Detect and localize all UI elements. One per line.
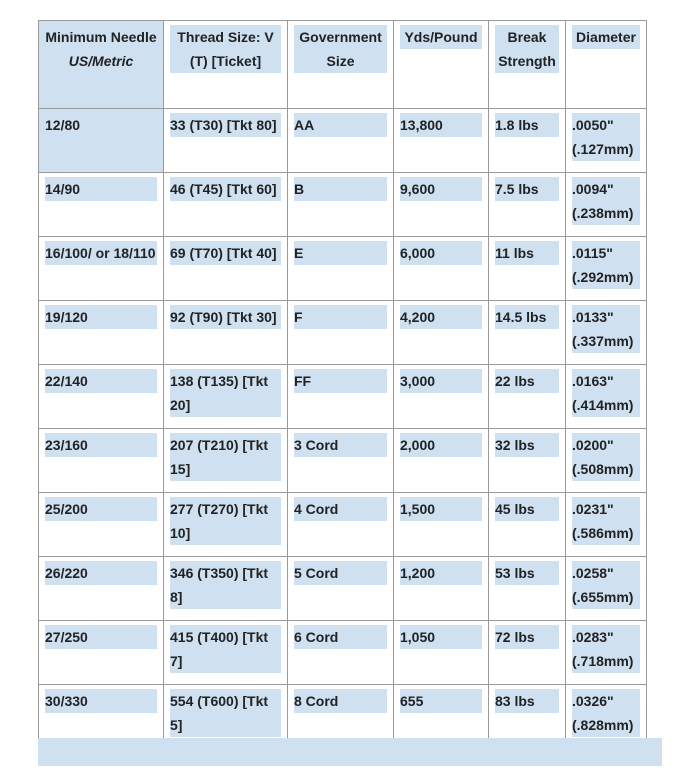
header-government-size xyxy=(288,21,394,109)
yds-pound-cell xyxy=(394,621,489,685)
cell-text: 22 lbs xyxy=(495,369,559,393)
table-row xyxy=(39,557,647,621)
thread-size-cell xyxy=(164,301,288,365)
cell-text: .0163" (.414mm) xyxy=(572,369,640,417)
header-minimum-needle xyxy=(39,21,164,109)
diameter-cell xyxy=(566,301,647,365)
break-strength-cell xyxy=(489,557,566,621)
yds-pound-cell xyxy=(394,301,489,365)
cell-text: 72 lbs xyxy=(495,625,559,649)
cell-text: 5 Cord xyxy=(294,561,387,585)
cell-text: 27/250 xyxy=(45,625,157,649)
needle-cell xyxy=(39,493,164,557)
cell-text: 30/330 xyxy=(45,689,157,713)
header-break-strength xyxy=(489,21,566,109)
header-label: Break Strength xyxy=(495,25,559,73)
government-size-cell xyxy=(288,621,394,685)
header-label: Thread Size: V (T) [Ticket] xyxy=(170,25,281,73)
break-strength-cell xyxy=(489,109,566,173)
table-row xyxy=(39,173,647,237)
cell-text: B xyxy=(294,177,387,201)
cell-text: 14/90 xyxy=(45,177,157,201)
break-strength-cell xyxy=(489,301,566,365)
footer-bar xyxy=(38,738,662,766)
diameter-cell xyxy=(566,365,647,429)
cell-text: 25/200 xyxy=(45,497,157,521)
cell-text: 53 lbs xyxy=(495,561,559,585)
cell-text: .0283" (.718mm) xyxy=(572,625,640,673)
cell-text: 1,050 xyxy=(400,625,482,649)
header-label: Government Size xyxy=(294,25,387,73)
government-size-cell xyxy=(288,365,394,429)
needle-cell xyxy=(39,365,164,429)
yds-pound-cell xyxy=(394,493,489,557)
cell-text: 12/80 xyxy=(45,117,81,133)
header-diameter xyxy=(566,21,647,109)
cell-text: 2,000 xyxy=(400,433,482,457)
table-body xyxy=(39,109,647,749)
break-strength-cell xyxy=(489,173,566,237)
table-row xyxy=(39,493,647,557)
cell-text: 33 (T30) [Tkt 80] xyxy=(170,113,281,137)
diameter-cell xyxy=(566,237,647,301)
header-thread-size xyxy=(164,21,288,109)
thread-size-cell xyxy=(164,493,288,557)
cell-text: 4,200 xyxy=(400,305,482,329)
cell-text: 13,800 xyxy=(400,113,482,137)
government-size-cell xyxy=(288,493,394,557)
government-size-cell xyxy=(288,557,394,621)
cell-text: .0133" (.337mm) xyxy=(572,305,640,353)
needle-cell xyxy=(39,109,164,173)
cell-text: 1.8 lbs xyxy=(495,113,559,137)
thread-size-cell xyxy=(164,429,288,493)
needle-cell xyxy=(39,429,164,493)
cell-text: 92 (T90) [Tkt 30] xyxy=(170,305,281,329)
cell-text: 554 (T600) [Tkt 5] xyxy=(170,689,281,737)
yds-pound-cell xyxy=(394,429,489,493)
diameter-cell xyxy=(566,621,647,685)
cell-text: 655 xyxy=(400,689,482,713)
yds-pound-cell xyxy=(394,365,489,429)
thread-size-cell xyxy=(164,173,288,237)
cell-text: .0326" (.828mm) xyxy=(572,689,640,737)
cell-text: 14.5 lbs xyxy=(495,305,559,329)
cell-text: .0115" (.292mm) xyxy=(572,241,640,289)
government-size-cell xyxy=(288,237,394,301)
cell-text: 6 Cord xyxy=(294,625,387,649)
diameter-cell xyxy=(566,557,647,621)
needle-cell xyxy=(39,173,164,237)
cell-text: 3,000 xyxy=(400,369,482,393)
cell-text: AA xyxy=(294,113,387,137)
thread-size-cell xyxy=(164,109,288,173)
table-row xyxy=(39,109,647,173)
diameter-cell xyxy=(566,109,647,173)
cell-text: 23/160 xyxy=(45,433,157,457)
header-label: Minimum Needle xyxy=(45,25,157,49)
header-label: Diameter xyxy=(572,25,640,49)
cell-text: E xyxy=(294,241,387,265)
cell-text: 346 (T350) [Tkt 8] xyxy=(170,561,281,609)
header-yds-pound xyxy=(394,21,489,109)
thread-size-cell xyxy=(164,621,288,685)
table-row xyxy=(39,365,647,429)
break-strength-cell xyxy=(489,429,566,493)
table-row xyxy=(39,621,647,685)
cell-text: 46 (T45) [Tkt 60] xyxy=(170,177,281,201)
cell-text: 7.5 lbs xyxy=(495,177,559,201)
table-row xyxy=(39,237,647,301)
cell-text: 4 Cord xyxy=(294,497,387,521)
cell-text: 138 (T135) [Tkt 20] xyxy=(170,369,281,417)
cell-text: F xyxy=(294,305,387,329)
cell-text: 11 lbs xyxy=(495,241,559,265)
cell-text: 207 (T210) [Tkt 15] xyxy=(170,433,281,481)
cell-text: 22/140 xyxy=(45,369,157,393)
cell-text: 69 (T70) [Tkt 40] xyxy=(170,241,281,265)
needle-cell xyxy=(39,301,164,365)
needle-cell xyxy=(39,237,164,301)
needle-cell xyxy=(39,557,164,621)
header-row xyxy=(39,21,647,109)
cell-text: 83 lbs xyxy=(495,689,559,713)
cell-text: 9,600 xyxy=(400,177,482,201)
cell-text: 277 (T270) [Tkt 10] xyxy=(170,497,281,545)
government-size-cell xyxy=(288,109,394,173)
header-label: Yds/Pound xyxy=(400,25,482,49)
government-size-cell xyxy=(288,173,394,237)
table-row xyxy=(39,429,647,493)
cell-text: 415 (T400) [Tkt 7] xyxy=(170,625,281,673)
thread-size-cell xyxy=(164,557,288,621)
cell-text: .0094" (.238mm) xyxy=(572,177,640,225)
cell-text: 16/100/ or 18/110 xyxy=(45,241,157,265)
thread-size-table xyxy=(38,20,647,749)
cell-text: .0231" (.586mm) xyxy=(572,497,640,545)
cell-text: 32 lbs xyxy=(495,433,559,457)
break-strength-cell xyxy=(489,621,566,685)
cell-text: 6,000 xyxy=(400,241,482,265)
table-row xyxy=(39,301,647,365)
cell-text: .0258" (.655mm) xyxy=(572,561,640,609)
cell-text: .0050" (.127mm) xyxy=(572,113,640,161)
diameter-cell xyxy=(566,493,647,557)
cell-text: 19/120 xyxy=(45,305,157,329)
needle-cell xyxy=(39,621,164,685)
cell-text: 1,200 xyxy=(400,561,482,585)
cell-text: 45 lbs xyxy=(495,497,559,521)
break-strength-cell xyxy=(489,493,566,557)
cell-text: 26/220 xyxy=(45,561,157,585)
cell-text: FF xyxy=(294,369,387,393)
cell-text: 1,500 xyxy=(400,497,482,521)
government-size-cell xyxy=(288,301,394,365)
cell-text: .0200" (.508mm) xyxy=(572,433,640,481)
cell-text: 8 Cord xyxy=(294,689,387,713)
break-strength-cell xyxy=(489,237,566,301)
thread-size-cell xyxy=(164,365,288,429)
thread-size-cell xyxy=(164,237,288,301)
yds-pound-cell xyxy=(394,557,489,621)
diameter-cell xyxy=(566,429,647,493)
diameter-cell xyxy=(566,173,647,237)
header-sublabel: US/Metric xyxy=(45,49,157,73)
break-strength-cell xyxy=(489,365,566,429)
yds-pound-cell xyxy=(394,173,489,237)
government-size-cell xyxy=(288,429,394,493)
yds-pound-cell xyxy=(394,109,489,173)
cell-text: 3 Cord xyxy=(294,433,387,457)
yds-pound-cell xyxy=(394,237,489,301)
